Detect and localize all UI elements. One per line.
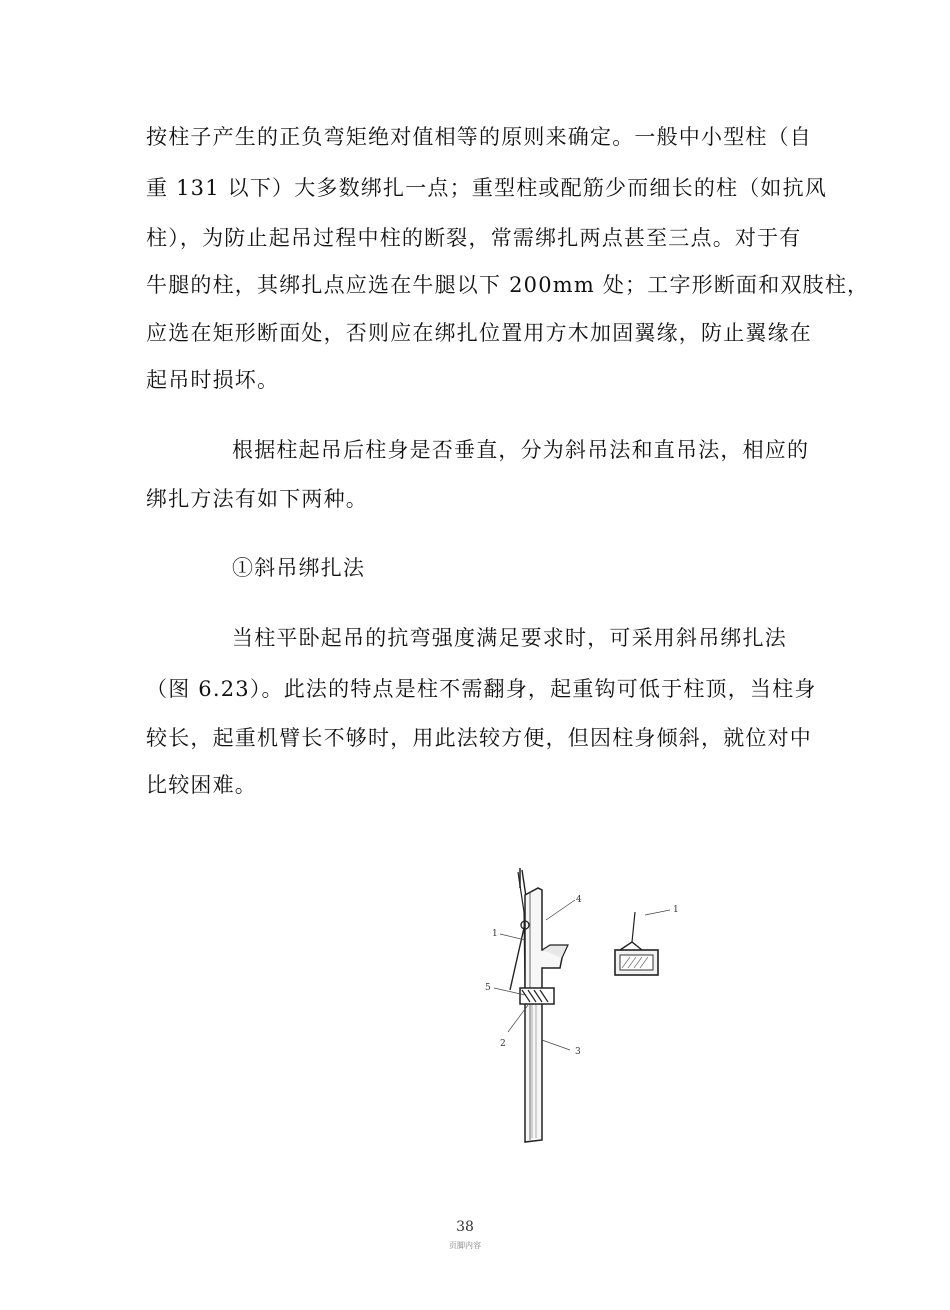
column-body xyxy=(525,888,562,1142)
column-lifting-figure xyxy=(470,850,700,1150)
body-text-line: 较长，起重机臂长不够时，用此法较方便，但因柱身倾斜，就位对中 xyxy=(146,726,812,750)
body-text-line: 比较困难。 xyxy=(146,773,257,797)
figure-label: 1 xyxy=(492,929,498,939)
section-heading: ①斜吊绑扎法 xyxy=(232,556,366,580)
body-text-line: 柱），为防止起吊过程中柱的断裂，常需绑扎两点甚至三点。对于有 xyxy=(146,226,802,250)
body-text-line: 绑扎方法有如下两种。 xyxy=(146,487,368,511)
page-number: 38 xyxy=(456,1219,474,1235)
sling-wrap xyxy=(520,988,554,1004)
body-text-line: 重 131 以下）大多数绑扎一点；重型柱或配筋少而细长的柱（如抗风 xyxy=(146,176,828,200)
body-text-line: 按柱子产生的正负弯矩绝对值相等的原则来确定。一般中小型柱（自 xyxy=(146,125,812,149)
body-text-line: 牛腿的柱，其绑扎点应选在牛腿以下 200mm 处；工字形断面和双肢柱， xyxy=(146,273,870,297)
cross-section-detail xyxy=(615,912,658,975)
body-text-line: 当柱平卧起吊的抗弯强度满足要求时，可采用斜吊绑扎法 xyxy=(232,626,787,650)
body-text-line: 应选在矩形断面处，否则应在绑扎位置用方木加固翼缘，防止翼缘在 xyxy=(146,321,812,345)
figure-label: 3 xyxy=(575,1047,581,1057)
body-text-line: 起吊时损坏。 xyxy=(146,368,280,392)
body-text-line: 根据柱起吊后柱身是否垂直，分为斜吊法和直吊法，相应的 xyxy=(232,438,810,462)
figure-label: 5 xyxy=(485,983,491,993)
figure-label: 1 xyxy=(673,905,679,915)
figure-label: 2 xyxy=(500,1039,506,1049)
body-text-line: （图 6.23）。此法的特点是柱不需翻身，起重钩可低于柱顶，当柱身 xyxy=(146,677,817,701)
figure-label: 4 xyxy=(576,895,582,905)
footer-text: 页脚内容 xyxy=(449,1241,481,1250)
lifting-cable xyxy=(518,872,525,990)
